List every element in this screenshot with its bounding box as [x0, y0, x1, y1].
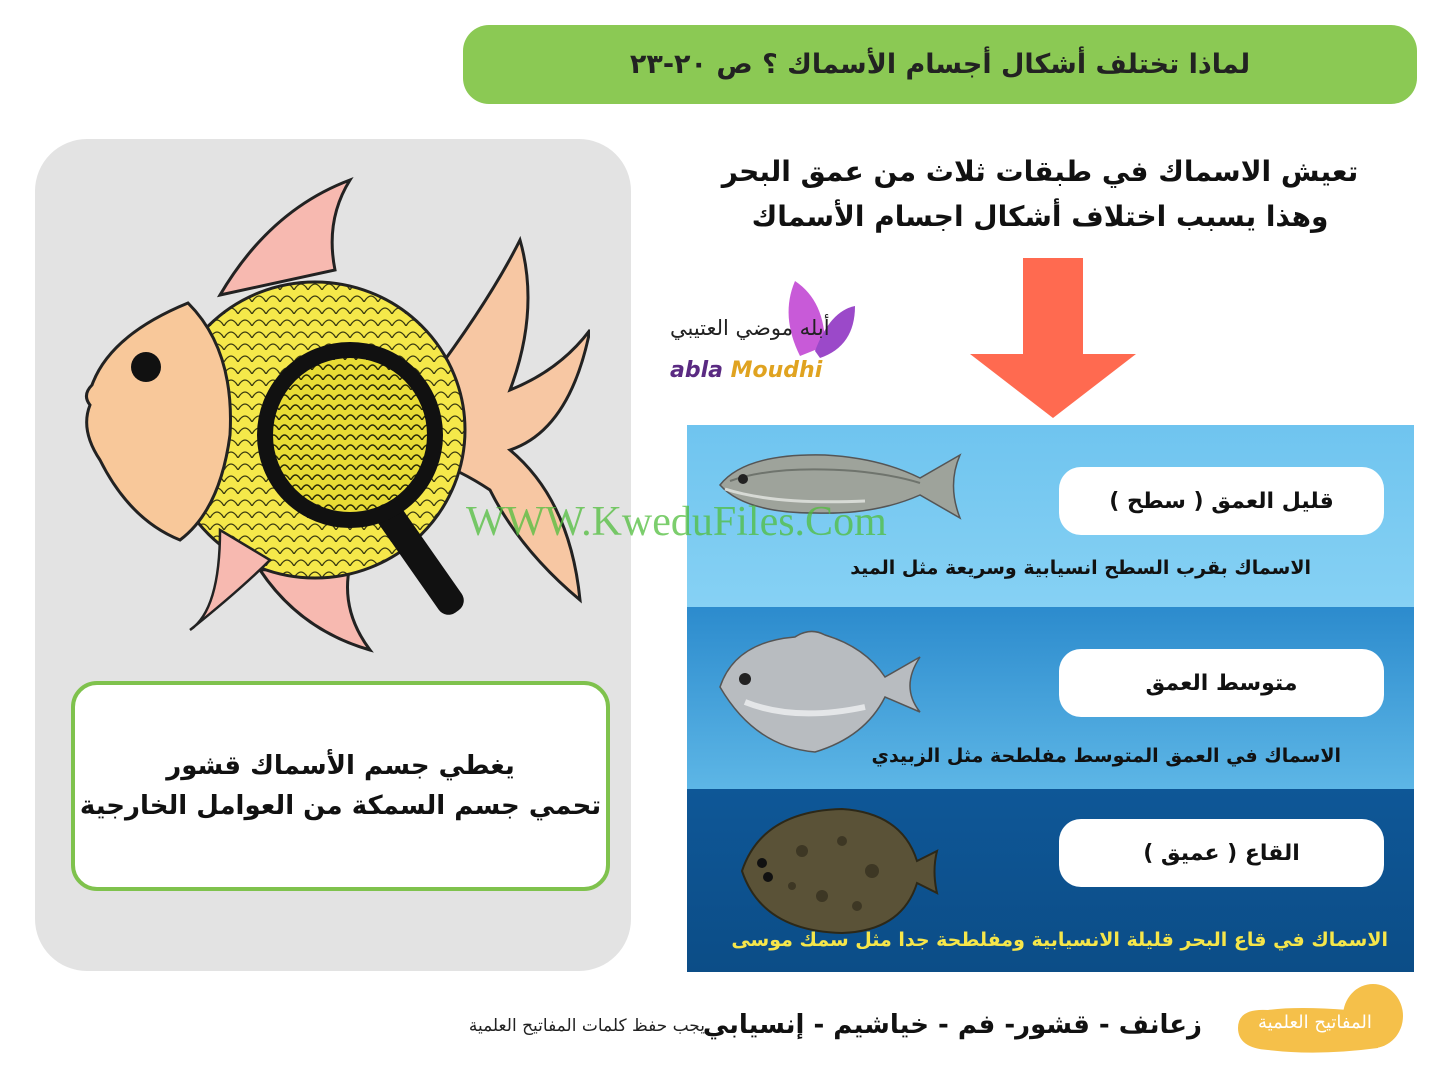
layer-middle — [687, 607, 1414, 789]
page-title — [463, 25, 1417, 104]
layer-deep — [687, 789, 1414, 972]
fish-head — [86, 303, 230, 540]
site-watermark: WWW.KweduFiles.Com — [466, 499, 887, 545]
intro-text — [660, 150, 1420, 240]
dorsal-fin — [220, 180, 350, 295]
fish-eye — [131, 352, 161, 382]
down-arrow-icon — [970, 258, 1136, 418]
memorize-note: يجب حفظ كلمات المفاتيح العلمية — [468, 1016, 705, 1036]
science-keywords: زعانف - قشور- فم - خياشيم - إنسيابي — [702, 1010, 1202, 1040]
scales-fact-box — [71, 681, 610, 891]
logo-latin-name — [670, 358, 822, 383]
logo-latin-highlight: Moudhi — [730, 358, 823, 383]
page-title-text: لماذا تختلف أشكال أجسام الأسماك ؟ ص ٢٠-٢٣ — [629, 49, 1251, 80]
author-logo — [660, 276, 870, 406]
layer-desc-middle: الاسماك في العمق المتوسط مفلطحة مثل الزبيدي — [871, 745, 1341, 767]
keywords-badge-label: المفاتيح العلمية — [1258, 1012, 1372, 1033]
flounder-fish-icon — [732, 801, 942, 941]
fish-magnifier-illustration — [70, 170, 590, 670]
intro-line-2: وهذا يسبب اختلاف أشكال اجسام الأسماك — [751, 199, 1329, 233]
layer-label-deep: القاع ( عميق ) — [1059, 819, 1384, 887]
keywords-badge — [1228, 978, 1404, 1062]
layer-desc-deep: الاسماك في قاع البحر قليلة الانسيابية ومفلطحة جدا مثل سمك موسى — [731, 929, 1388, 951]
logo-arabic-name: أبله موضي العتيبي — [670, 316, 830, 340]
layer-label-surface: قليل العمق ( سطح ) — [1059, 467, 1384, 535]
pomfret-fish-icon — [715, 627, 925, 757]
fact-line-2: تحمي جسم السمكة من العوامل الخارجية — [79, 791, 602, 821]
logo-latin-prefix: abla — [670, 358, 731, 383]
intro-line-1: تعيش الاسماك في طبقات ثلاث من عمق البحر — [721, 155, 1359, 188]
magnifier-lens — [265, 350, 435, 520]
layer-label-middle: متوسط العمق — [1059, 649, 1384, 717]
fact-line-1: يغطي جسم الأسماك قشور — [166, 750, 515, 781]
layer-desc-surface: الاسماك بقرب السطح انسيابية وسريعة مثل الميد — [850, 557, 1311, 579]
